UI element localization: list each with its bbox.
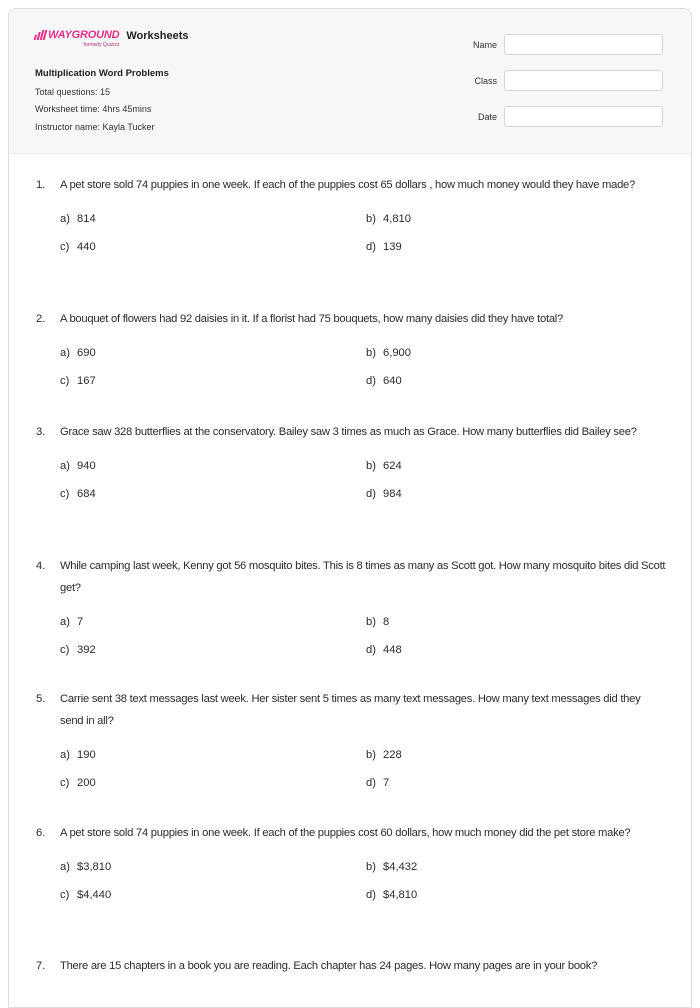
option-letter: b) — [366, 861, 376, 873]
question-text: A pet store sold 74 puppies in one week. If each of the puppies cost 60 dollars, how much money did the pet store make? — [60, 827, 631, 839]
instructor-name: Instructor name: Kayla Tucker — [35, 121, 155, 132]
option-letter: c) — [60, 644, 70, 656]
option-d — [366, 884, 666, 906]
name-label: Name — [472, 39, 497, 50]
option-text: 392 — [77, 644, 96, 656]
option-a — [60, 611, 366, 633]
question-number: 2. — [36, 313, 46, 325]
option-text: 190 — [77, 749, 96, 761]
answer-options — [60, 208, 666, 258]
option-text: 200 — [77, 777, 96, 789]
option-d — [366, 639, 666, 661]
question-1 — [36, 174, 666, 258]
brand — [35, 29, 188, 48]
worksheet-meta — [35, 67, 169, 133]
question-text: While camping last week, Kenny got 56 mosquito bites. This is 8 times as many as Scott got. How many mosquito bites did Scott get? — [60, 560, 666, 594]
question-number: 4. — [36, 560, 46, 572]
option-letter: a) — [60, 460, 70, 472]
option-text: 814 — [77, 213, 96, 225]
question-number: 1. — [36, 179, 46, 191]
answer-options — [60, 611, 666, 661]
question-6 — [36, 822, 666, 906]
option-letter: d) — [366, 375, 376, 387]
option-b — [366, 611, 666, 633]
option-d — [366, 483, 666, 505]
option-letter: a) — [60, 749, 70, 761]
option-text: $4,432 — [383, 861, 418, 873]
option-text: 4,810 — [383, 213, 411, 225]
question-text: A pet store sold 74 puppies in one week. If each of the puppies cost 65 dollars , how much money would they have made? — [60, 179, 635, 191]
wayground-logo — [35, 29, 119, 48]
option-letter: c) — [60, 241, 70, 253]
total-questions: Total questions: 15 — [35, 86, 111, 97]
answer-options — [60, 455, 666, 505]
option-text: 6,900 — [383, 347, 411, 359]
worksheet-header — [9, 9, 691, 154]
option-c — [60, 639, 366, 661]
option-text: 7 — [77, 616, 84, 628]
question-3 — [36, 421, 666, 505]
option-text: 139 — [383, 241, 402, 253]
option-letter: b) — [366, 347, 376, 359]
option-letter: c) — [60, 889, 70, 901]
option-text: 624 — [383, 460, 402, 472]
name-input[interactable] — [504, 34, 663, 55]
option-d — [366, 772, 666, 794]
option-c — [60, 772, 366, 794]
option-a — [60, 208, 366, 230]
question-2 — [36, 308, 666, 392]
option-a — [60, 342, 366, 364]
name-field-row — [463, 34, 663, 55]
option-text: 984 — [383, 488, 402, 500]
option-d — [366, 370, 666, 392]
option-text: $4,440 — [77, 889, 112, 901]
option-text: 440 — [77, 241, 96, 253]
answer-options — [60, 744, 666, 794]
option-text: 940 — [77, 460, 96, 472]
option-text: 448 — [383, 644, 402, 656]
logo-subtitle: formerly Quizizz — [83, 42, 120, 48]
option-c — [60, 236, 366, 258]
question-number: 3. — [36, 426, 46, 438]
option-letter: c) — [60, 488, 70, 500]
date-label: Date — [477, 111, 497, 122]
option-letter: d) — [366, 241, 376, 253]
question-number: 5. — [36, 693, 46, 705]
question-text: Grace saw 328 butterflies at the conservatory. Bailey saw 3 times as much as Grace. How many butterflies did Bailey see? — [60, 426, 637, 438]
option-c — [60, 370, 366, 392]
question-number: 7. — [36, 960, 46, 972]
worksheet-title: Multiplication Word Problems — [35, 68, 169, 79]
option-letter: c) — [60, 375, 70, 387]
option-a — [60, 455, 366, 477]
date-input[interactable] — [504, 106, 663, 127]
option-c — [60, 483, 366, 505]
option-text: 167 — [77, 375, 96, 387]
option-text: 228 — [383, 749, 402, 761]
option-b — [366, 208, 666, 230]
student-fields — [463, 34, 663, 142]
question-7 — [36, 955, 666, 977]
option-letter: d) — [366, 889, 376, 901]
question-5 — [36, 688, 666, 794]
option-letter: a) — [60, 861, 70, 873]
option-text: 640 — [383, 375, 402, 387]
option-text: 8 — [383, 616, 390, 628]
option-letter: b) — [366, 460, 376, 472]
worksheet-time: Worksheet time: 4hrs 45mins — [35, 104, 152, 114]
option-letter: d) — [366, 644, 376, 656]
option-b — [366, 455, 666, 477]
option-letter: b) — [366, 749, 376, 761]
question-4 — [36, 555, 666, 661]
option-letter: c) — [60, 777, 70, 789]
answer-options — [60, 856, 666, 906]
option-letter: a) — [60, 347, 70, 359]
question-text: Carrie sent 38 text messages last week. Her sister sent 5 times as many text messages. How many text messages did they send in all? — [60, 693, 641, 727]
option-text: 690 — [77, 347, 96, 359]
option-c — [60, 884, 366, 906]
class-label: Class — [474, 75, 497, 86]
question-text: A bouquet of flowers had 92 daisies in it. If a florist had 75 bouquets, how many daisies did they have total? — [60, 313, 563, 325]
option-b — [366, 342, 666, 364]
option-text: $4,810 — [383, 889, 418, 901]
option-b — [366, 744, 666, 766]
wayground-logo-icon — [34, 30, 48, 40]
option-d — [366, 236, 666, 258]
option-letter: d) — [366, 777, 376, 789]
option-letter: b) — [366, 213, 376, 225]
option-text: 7 — [383, 777, 390, 789]
worksheet-page — [8, 8, 692, 1008]
option-a — [60, 744, 366, 766]
product-title: Worksheets — [126, 30, 189, 42]
class-input[interactable] — [504, 70, 663, 91]
option-b — [366, 856, 666, 878]
option-letter: a) — [60, 616, 70, 628]
option-letter: b) — [366, 616, 376, 628]
option-a — [60, 856, 366, 878]
question-text: There are 15 chapters in a book you are reading. Each chapter has 24 pages. How many pages are in your book? — [60, 960, 598, 972]
option-letter: d) — [366, 488, 376, 500]
option-text: $3,810 — [77, 861, 112, 873]
logo-wordmark: WAYGROUND — [48, 29, 120, 41]
question-number: 6. — [36, 827, 46, 839]
class-field-row — [463, 70, 663, 91]
answer-options — [60, 342, 666, 392]
date-field-row — [463, 106, 663, 127]
option-text: 684 — [77, 488, 96, 500]
option-letter: a) — [60, 213, 70, 225]
